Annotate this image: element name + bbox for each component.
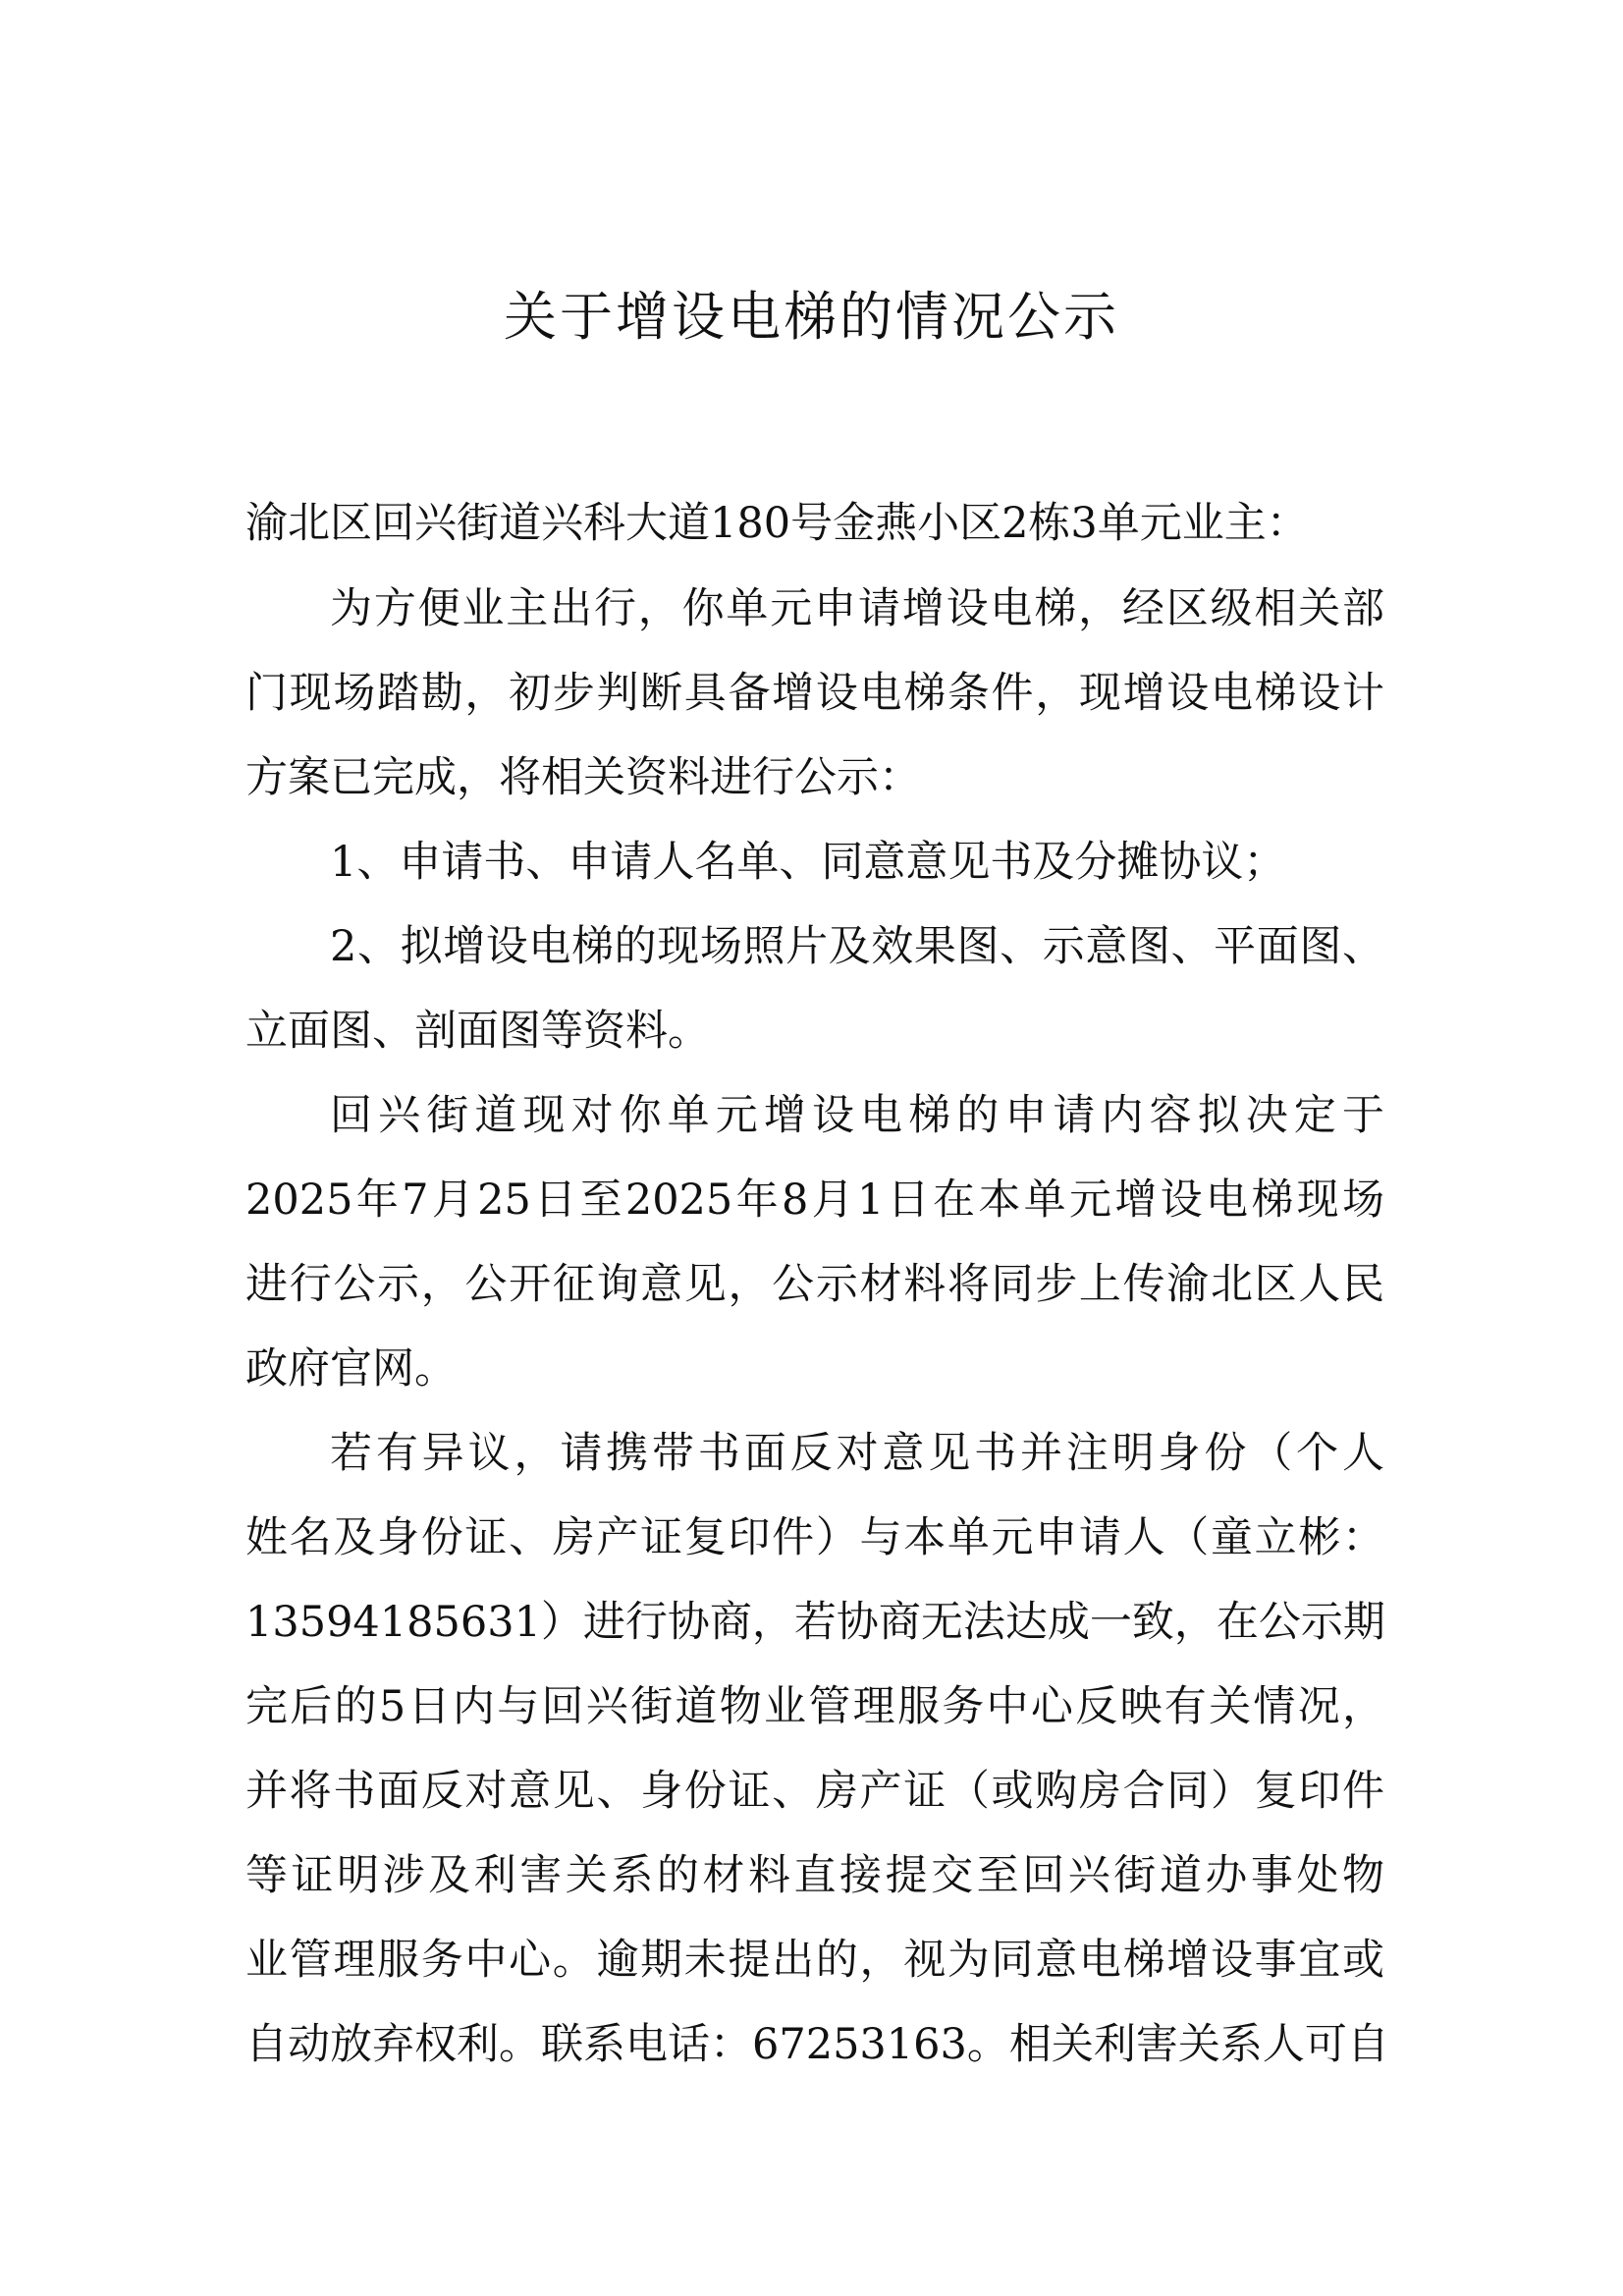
paragraph-line: 政府官网。 (245, 1344, 457, 1394)
paragraph-line: 业管理服务中心。逾期未提出的，视为同意电梯增设事宜或 (245, 1936, 1384, 1985)
paragraph-line: 进行公示，公开征询意见，公示材料将同步上传渝北区人民 (245, 1260, 1384, 1309)
paragraph-line: 自动放弃权利。联系电话：67253163。相关利害关系人可自 (245, 2020, 1389, 2069)
paragraph-line: 13594185631）进行协商，若协商无法达成一致，在公示期 (245, 1598, 1385, 1647)
paragraph-line: 若有异议，请携带书面反对意见书并注明身份（个人 (330, 1429, 1384, 1478)
paragraph-line: 姓名及身份证、房产证复印件）与本单元申请人（童立彬： (245, 1513, 1384, 1562)
paragraph-line: 完后的5日内与回兴街道物业管理服务中心反映有关情况， (245, 1682, 1384, 1731)
paragraph-line: 并将书面反对意见、身份证、房产证（或购房合同）复印件 (245, 1767, 1384, 1816)
document-title: 关于增设电梯的情况公示 (504, 286, 1119, 348)
paragraph-line: 2025年7月25日至2025年8月1日在本单元增设电梯现场 (245, 1175, 1384, 1225)
paragraph-line: 门现场踏勘，初步判断具备增设电梯条件，现增设电梯设计 (245, 669, 1384, 718)
paragraph-line: 方案已完成，将相关资料进行公示： (245, 753, 921, 802)
list-item-continuation: 立面图、剖面图等资料。 (245, 1007, 710, 1056)
addressee-line: 渝北区回兴街道兴科大道180号金燕小区2栋3单元业主： (245, 499, 1309, 548)
paragraph-line: 为方便业主出行，你单元申请增设电梯，经区级相关部 (330, 584, 1384, 633)
paragraph-line: 回兴街道现对你单元增设电梯的申请内容拟决定于 (330, 1091, 1384, 1140)
paragraph-line: 等证明涉及利害关系的材料直接提交至回兴街道办事处物 (245, 1851, 1384, 1900)
list-item: 2、拟增设电梯的现场照片及效果图、示意图、平面图、 (330, 922, 1384, 971)
list-item: 1、申请书、申请人名单、同意意见书及分摊协议； (330, 838, 1286, 887)
